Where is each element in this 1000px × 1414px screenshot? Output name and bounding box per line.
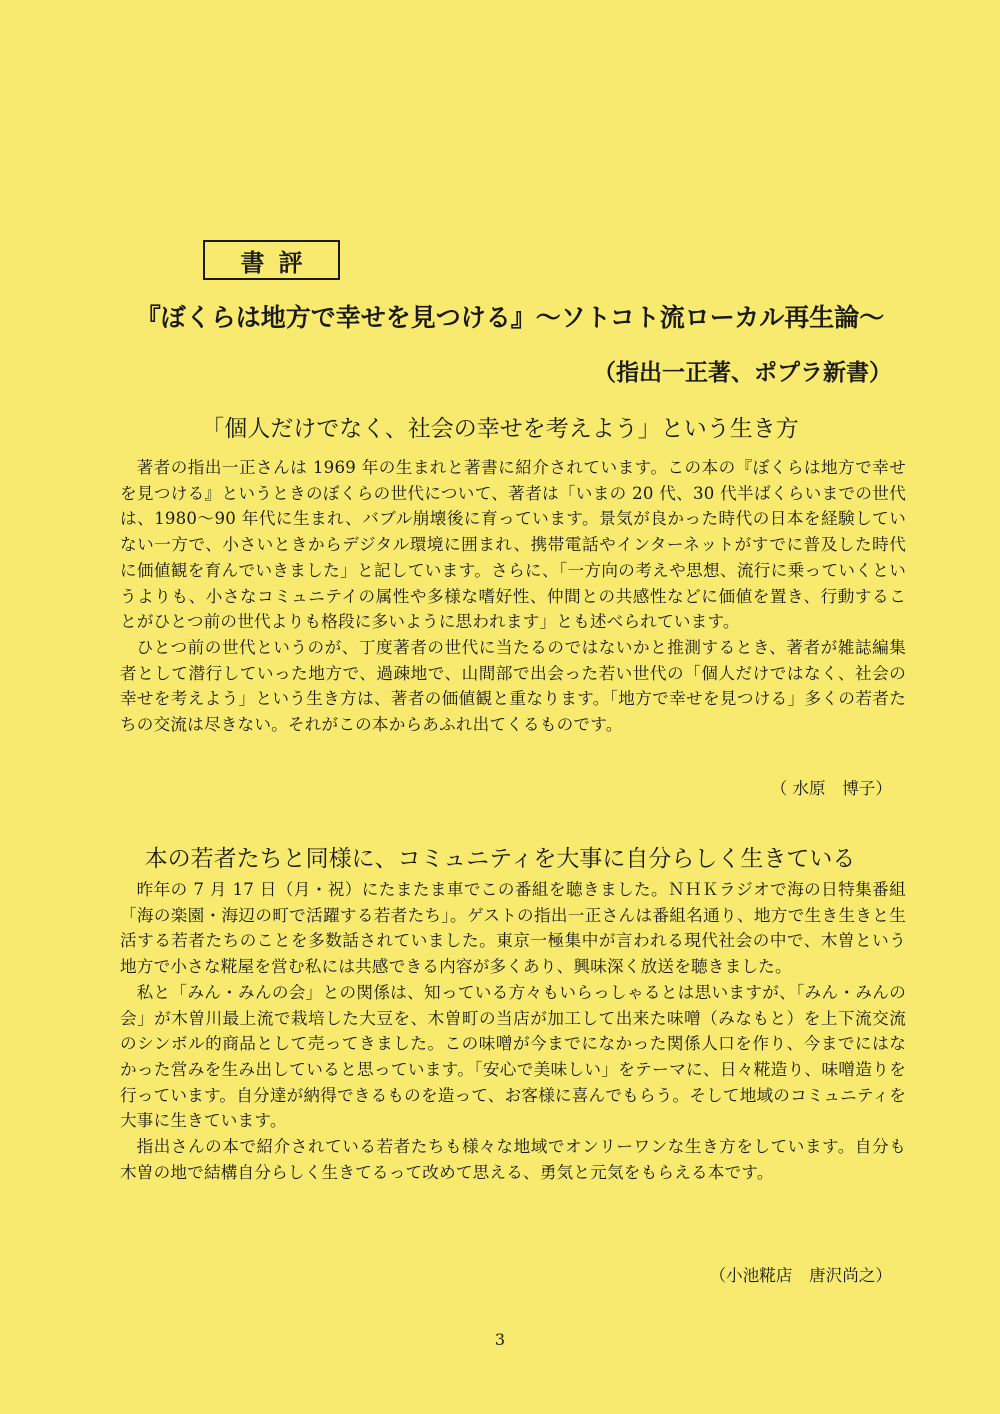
review1-heading: 「個人だけでなく、社会の幸せを考えよう」という生き方 — [201, 416, 799, 442]
review2-paragraph: 指出さんの本で紹介されている若者たちも様々な地域でオンリーワンな生き方をしています。自分も木曽の地で結構自分らしく生きてるって改めて思える、勇気と元気をもらえる本です。 — [120, 1137, 906, 1182]
review1-paragraph: 著者の指出一正さんは 1969 年の生まれと著書に紹介されています。この本の『ぼくらは地方で幸せを見つける』というときのぼくらの世代について、著者は「いまの 20 代、30 代半ばくらいまでの世代は、1980～90 年代に生まれ、バブル崩壊後に育っています。景気が良かった時代の日本を経験していない一方で、小さいときからデジタル環境に囲まれ、携帯電話やインターネットがすでに普及した時代に価値観を育んでいきました」と記しています。さらに、「一方向の考えや思想、流行に乗っていくというよりも、小さなコミュニテイの属性や多様な嗜好性、仲間との共感性などに価値を置き、行動することがひとつ前の世代よりも格段に多いように思われます」とも述べられています。 — [120, 458, 906, 632]
book-author-publisher: （指出一正著、ポプラ新書） — [593, 360, 892, 386]
review2-body — [120, 877, 906, 1185]
book-title: 『ぼくらは地方で幸せを見つける』～ソトコト流ローカル再生論～ — [135, 303, 885, 332]
review2-signature: （小池糀店 唐沢尚之） — [709, 1266, 892, 1285]
review2-paragraph: 私と「みん・みんの会」との関係は、知っている方々もいらっしゃるとは思いますが、「みん・みんの会」が木曽川最上流で栽培した大豆を、木曽町の当店が加工して出来た味噌（みなもと）を上下流交流のシンボル的商品として売ってきました。この味噌が今までになかった関係人口を作り、今までにはなかった営みを生み出していると思っています。「安心で美味しい」をテーマに、日々糀造り、味噌造りを行っています。自分達が納得できるものを造って、お客様に喜んでもらう。そして地域のコミュニティを大事に生きています。 — [120, 982, 906, 1131]
review2-paragraph: 昨年の 7 月 17 日（月・祝）にたまたま車でこの番組を聴きました。ＮＨＫラジオで海の日特集番組「海の楽園・海辺の町で活躍する若者たち」。ゲストの指出一正さんは番組名通り、地方で生き生きと生活する若者たちのことを多数話されていました。東京一極集中が言われる現代社会の中で、木曽という地方で小さな糀屋を営む私には共感できる内容が多くあり、興味深く放送を聴きました。 — [120, 880, 906, 977]
review1-paragraph: ひとつ前の世代というのが、丁度著者の世代に当たるのではないかと推測するとき、著者が雑誌編集者として潜行していった地方で、過疎地で、山間部で出会った若い世代の「個人だけではなく、社会の幸せを考えよう」という生き方は、著者の価値観と重なります。「地方で幸せを見つける」多くの若者たちの交流は尽きない。それがこの本からあふれ出てくるものです。 — [120, 637, 906, 735]
review2-heading: 本の若者たちと同様に、コミュニティを大事に自分らしく生きている — [144, 846, 856, 872]
page-number: 3 — [494, 1330, 506, 1349]
review1-signature: （ 水原 博子） — [770, 779, 892, 798]
review1-body — [120, 455, 906, 738]
section-badge: 書評 — [203, 240, 340, 280]
